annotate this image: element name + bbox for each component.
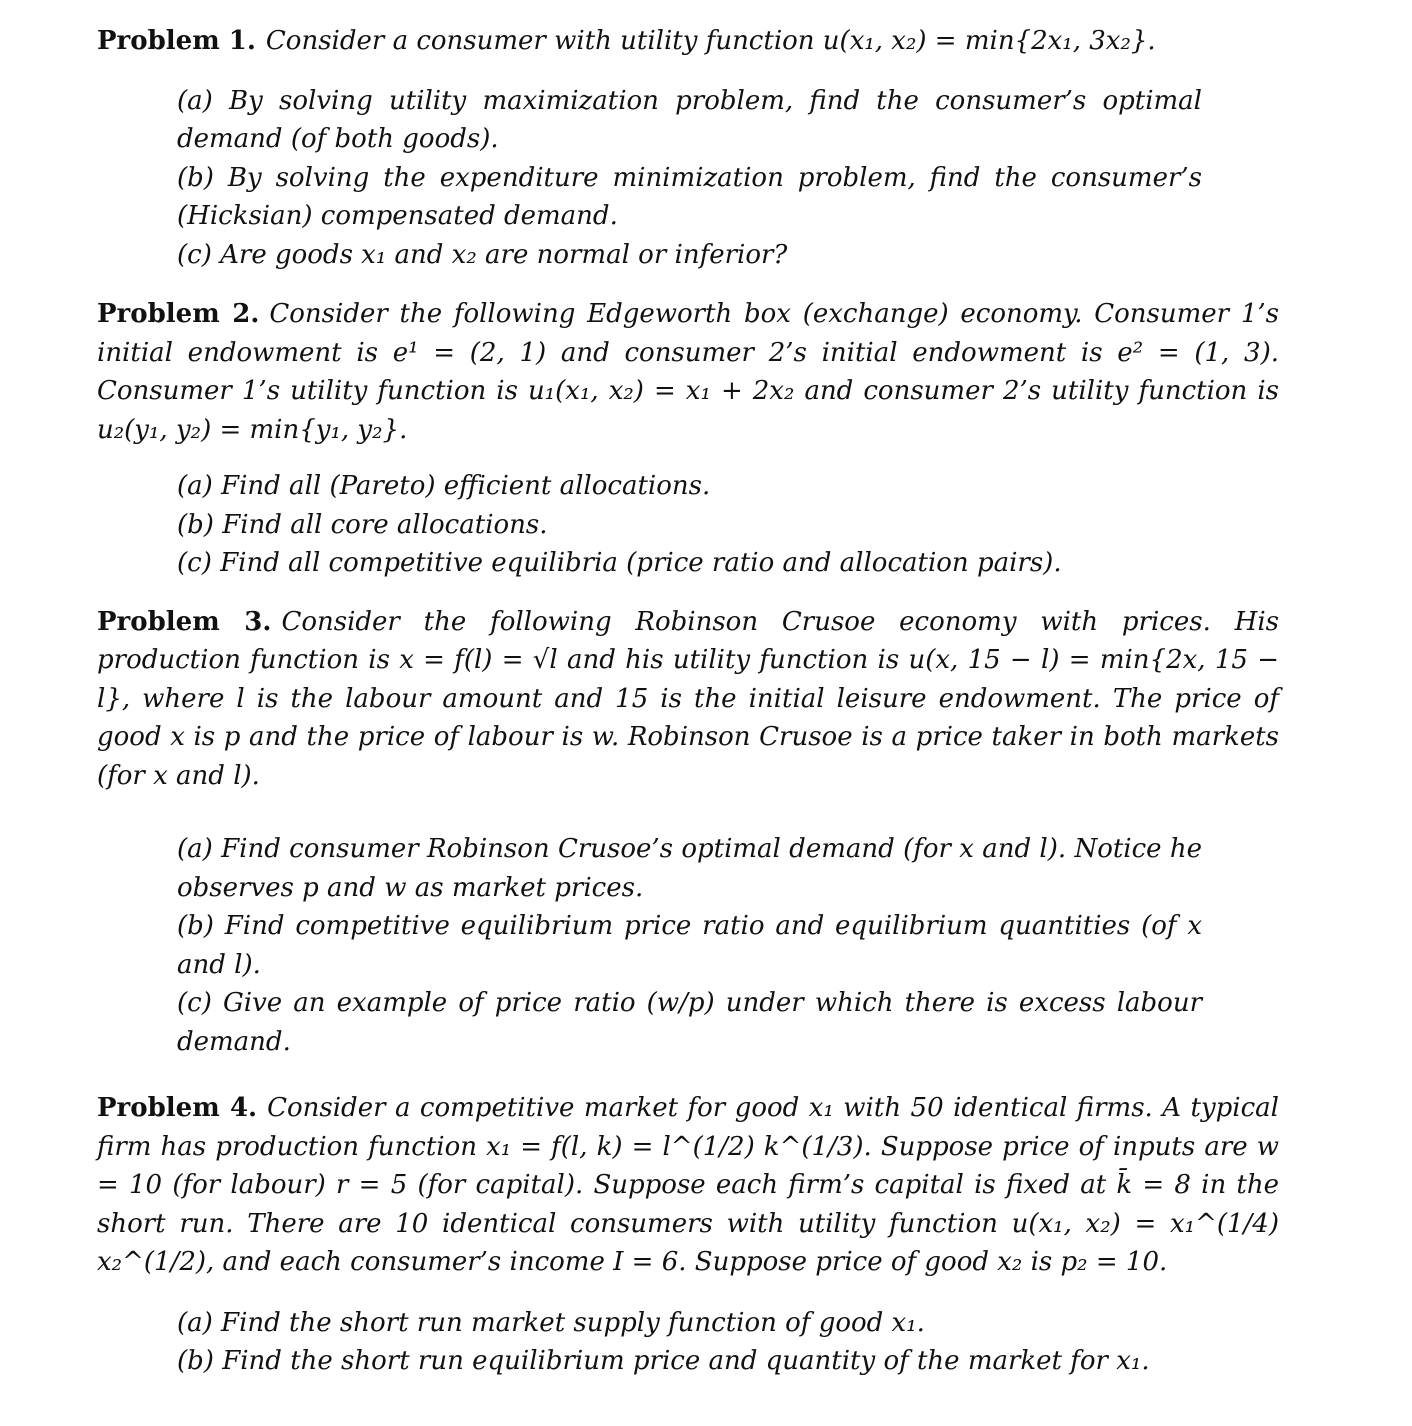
- problem-part: (c) Are goods x₁ and x₂ are normal or inferior?: [177, 239, 788, 270]
- problem-parts: [97, 467, 1202, 583]
- problem-part: (a) Find all (Pareto) efficient allocations.: [177, 471, 711, 501]
- problem-statement: Consider the following Robinson Crusoe economy with prices. His production function is x = f(l) = √l and his utility function is u(x, 15 − l) = min{2x, 15 − l}, where l is the labour amount and 15 is the initial leisure endowment. The price of good x is p and the price of labour is w. Robinson Crusoe is a price taker in both markets (for x and l).: [97, 606, 1279, 791]
- problem-statement: Consider a competitive market for good x₁ with 50 identical firms. A typical firm has production function x₁ = f(l, k) = l^(1/2) k^(1/3). Suppose price of inputs are w = 10 (for labour) r = 5 (for capital). Suppose each firm’s capital is fixed at k̄ = 8 in the short run. There are 10 identical consumers with utility function u(x₁, x₂) = x₁^(1/4) x₂^(1/2), and each consumer’s income I = 6. Suppose price of good x₂ is p₂ = 10.: [97, 1093, 1279, 1277]
- problem-part: (b) Find all core allocations.: [177, 509, 548, 540]
- problem-4: [97, 1089, 1279, 1381]
- problem-parts: [97, 830, 1202, 1061]
- problem-sheet: [97, 22, 1279, 1381]
- problem-statement: Consider the following Edgeworth box (exchange) economy. Consumer 1’s initial endowment is e¹ = (2, 1) and consumer 2’s initial endowment is e² = (1, 3). Consumer 1’s utility function is u₁(x₁, x₂) = x₁ + 2x₂ and consumer 2’s utility function is u₂(y₁, y₂) = min{y₁, y₂}.: [97, 299, 1279, 445]
- problem-1: [97, 22, 1279, 274]
- problem-statement: Consider a consumer with utility function u(x₁, x₂) = min{2x₁, 3x₂}.: [265, 26, 1156, 56]
- problem-part: (a) Find consumer Robinson Crusoe’s optimal demand (for x and l). Notice he observes p and w as market prices.: [177, 834, 1202, 903]
- problem-title: Problem 3.: [97, 606, 272, 637]
- problem-title: Problem 1.: [97, 26, 256, 56]
- problem-part: (a) By solving utility maximization problem, find the consumer’s optimal demand (of both goods).: [177, 85, 1202, 154]
- problem-title: Problem 2.: [97, 299, 260, 329]
- problem-part: (c) Find all competitive equilibria (price ratio and allocation pairs).: [177, 548, 1062, 578]
- problem-parts: [97, 82, 1202, 275]
- problem-part: (b) By solving the expenditure minimization problem, find the consumer’s (Hicksian) compensated demand.: [177, 162, 1202, 231]
- problem-parts: [97, 1304, 1202, 1381]
- problem-title: Problem 4.: [97, 1093, 258, 1123]
- problem-part: (b) Find competitive equilibrium price ratio and equilibrium quantities (of x and l).: [177, 911, 1202, 980]
- problem-part: (a) Find the short run market supply function of good x₁.: [177, 1307, 925, 1338]
- problem-3: [97, 603, 1279, 1062]
- problem-part: (b) Find the short run equilibrium price and quantity of the market for x₁.: [177, 1346, 1150, 1376]
- problem-2: [97, 295, 1279, 583]
- problem-part: (c) Give an example of price ratio (w/p) under which there is excess labour demand.: [177, 988, 1202, 1057]
